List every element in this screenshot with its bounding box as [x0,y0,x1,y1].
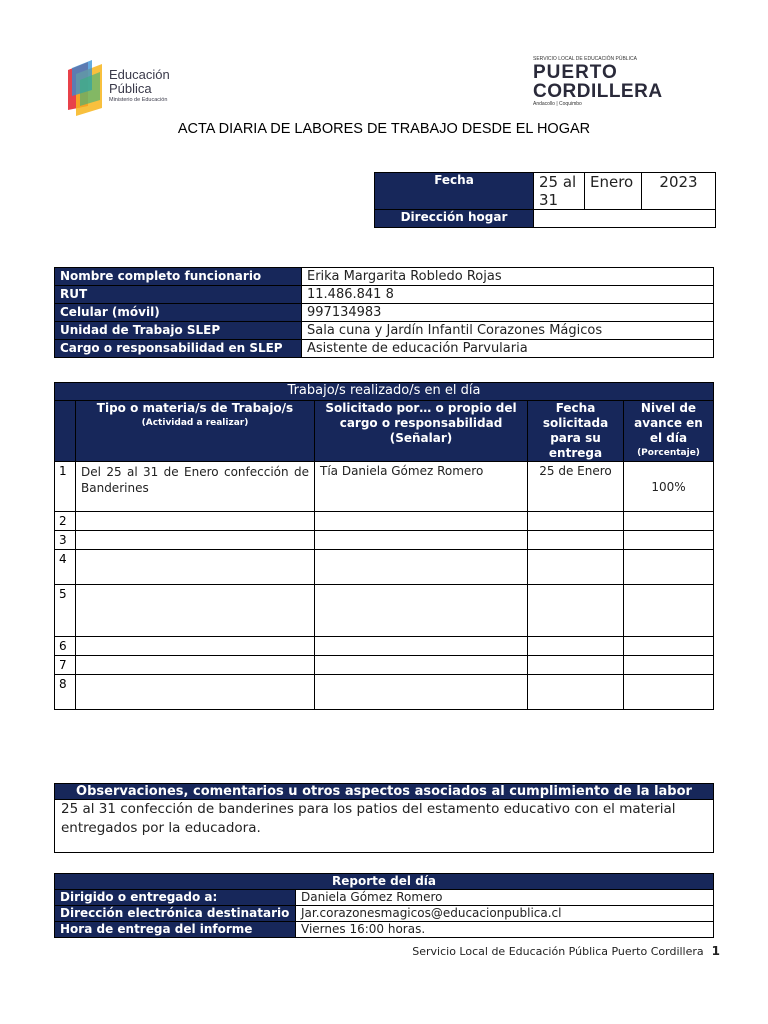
row-date [528,531,624,550]
report-row [55,906,714,922]
row-date [528,637,624,656]
report-row [55,890,714,906]
report-value: Daniela Gómez Romero [296,890,714,906]
col-date-header: Fecha solicitada para su entrega [528,401,624,462]
fecha-day: 25 al 31 [534,173,585,210]
logo-left-line2: Pública [109,81,152,96]
info-row [55,268,714,286]
info-label: Unidad de Trabajo SLEP [55,322,302,340]
table-row [55,512,714,531]
table-row [55,585,714,637]
row-progress [624,531,714,550]
logo-left-line3: Ministerio de Educación [109,97,168,103]
report-label: Dirigido o entregado a: [55,890,296,906]
row-activity [76,637,315,656]
table-row [55,637,714,656]
row-requested [315,675,528,710]
work-heading: Trabajo/s realizado/s en el día [55,383,714,401]
col-activity-sub: (Actividad a realizar) [141,418,249,428]
report-value: Jar.corazonesmagicos@educacionpublica.cl [296,906,714,922]
info-row [55,322,714,340]
row-activity [76,585,315,637]
info-value: Erika Margarita Robledo Rojas [302,268,714,286]
col-progress-sub: (Porcentaje) [637,448,700,458]
fecha-month: Enero [585,173,642,210]
info-value: 997134983 [302,304,714,322]
table-row [55,656,714,675]
row-number: 1 [55,462,76,512]
row-activity: Del 25 al 31 de Enero confección de Banderines [76,462,315,512]
row-activity [76,675,315,710]
row-number: 2 [55,512,76,531]
table-row [55,675,714,710]
footer-text: Servicio Local de Educación Pública Puerto Cordillera [412,945,704,958]
report-label: Hora de entrega del informe [55,922,296,938]
info-value: Sala cuna y Jardín Infantil Corazones Mágicos [302,322,714,340]
info-row [55,304,714,322]
row-date: 25 de Enero [528,462,624,512]
page-footer [412,944,720,958]
row-number: 5 [55,585,76,637]
logo-right-top: SERVICIO LOCAL DE EDUCACIÓN PÚBLICA [533,56,637,62]
logo-right-line2: CORDILLERA [533,81,663,102]
row-number: 8 [55,675,76,710]
row-requested [315,656,528,675]
info-value: Asistente de educación Parvularia [302,340,714,358]
educacion-publica-logo [66,60,186,118]
row-progress [624,512,714,531]
row-progress [624,550,714,585]
row-progress: 100% [624,462,714,512]
row-date [528,675,624,710]
row-progress [624,637,714,656]
row-requested [315,550,528,585]
row-date [528,512,624,531]
report-row [55,922,714,938]
logo-right-bottom: Andacollo | Coquimbo [533,101,582,107]
row-date [528,585,624,637]
table-row [55,550,714,585]
observations-text: 25 al 31 confección de banderines para los patios del estamento educativo con el material entregados por la educadora. [55,800,714,853]
row-activity [76,531,315,550]
row-date [528,656,624,675]
fecha-label: Fecha [375,173,534,210]
logo-left-line1: Educación [109,67,170,82]
row-requested [315,585,528,637]
row-number: 4 [55,550,76,585]
row-progress [624,675,714,710]
logo-mark-icon [66,60,106,118]
document-title: ACTA DIARIA DE LABORES DE TRABAJO DESDE EL HOGAR [177,121,591,137]
direccion-hogar-value [534,210,716,228]
report-label: Dirección electrónica destinatario [55,906,296,922]
row-progress [624,585,714,637]
info-value: 11.486.841 8 [302,286,714,304]
table-row [55,462,714,512]
row-activity [76,512,315,531]
row-number: 7 [55,656,76,675]
row-requested [315,531,528,550]
row-number: 3 [55,531,76,550]
row-requested [315,512,528,531]
row-requested: Tía Daniela Gómez Romero [315,462,528,512]
col-activity-header [76,401,315,462]
col-activity-title: Tipo o materia/s de Trabajo/s [96,401,294,415]
col-progress-header [624,401,714,462]
row-activity [76,550,315,585]
direccion-hogar-label: Dirección hogar [375,210,534,228]
report-heading: Reporte del día [55,874,714,890]
row-number: 6 [55,637,76,656]
fecha-year: 2023 [642,173,716,210]
row-date [528,550,624,585]
observations-table [54,783,714,853]
col-requested-header: Solicitado por… o propio del cargo o responsabilidad (Señalar) [315,401,528,462]
page-number: 1 [711,944,720,958]
row-requested [315,637,528,656]
row-activity [76,656,315,675]
col-progress-title: Nivel de avance en el día [634,401,703,445]
employee-info-table [54,267,714,358]
row-progress [624,656,714,675]
info-label: Nombre completo funcionario [55,268,302,286]
info-row [55,286,714,304]
report-value: Viernes 16:00 horas. [296,922,714,938]
puerto-cordillera-logo [533,56,693,110]
info-row [55,340,714,358]
date-table [374,172,716,228]
observations-heading: Observaciones, comentarios u otros aspectos asociados al cumplimiento de la labor [55,784,714,800]
info-label: Celular (móvil) [55,304,302,322]
logo-right-line1: PUERTO [533,62,618,83]
work-table [54,382,714,710]
info-label: RUT [55,286,302,304]
info-label: Cargo o responsabilidad en SLEP [55,340,302,358]
report-table [54,873,714,938]
table-row [55,531,714,550]
